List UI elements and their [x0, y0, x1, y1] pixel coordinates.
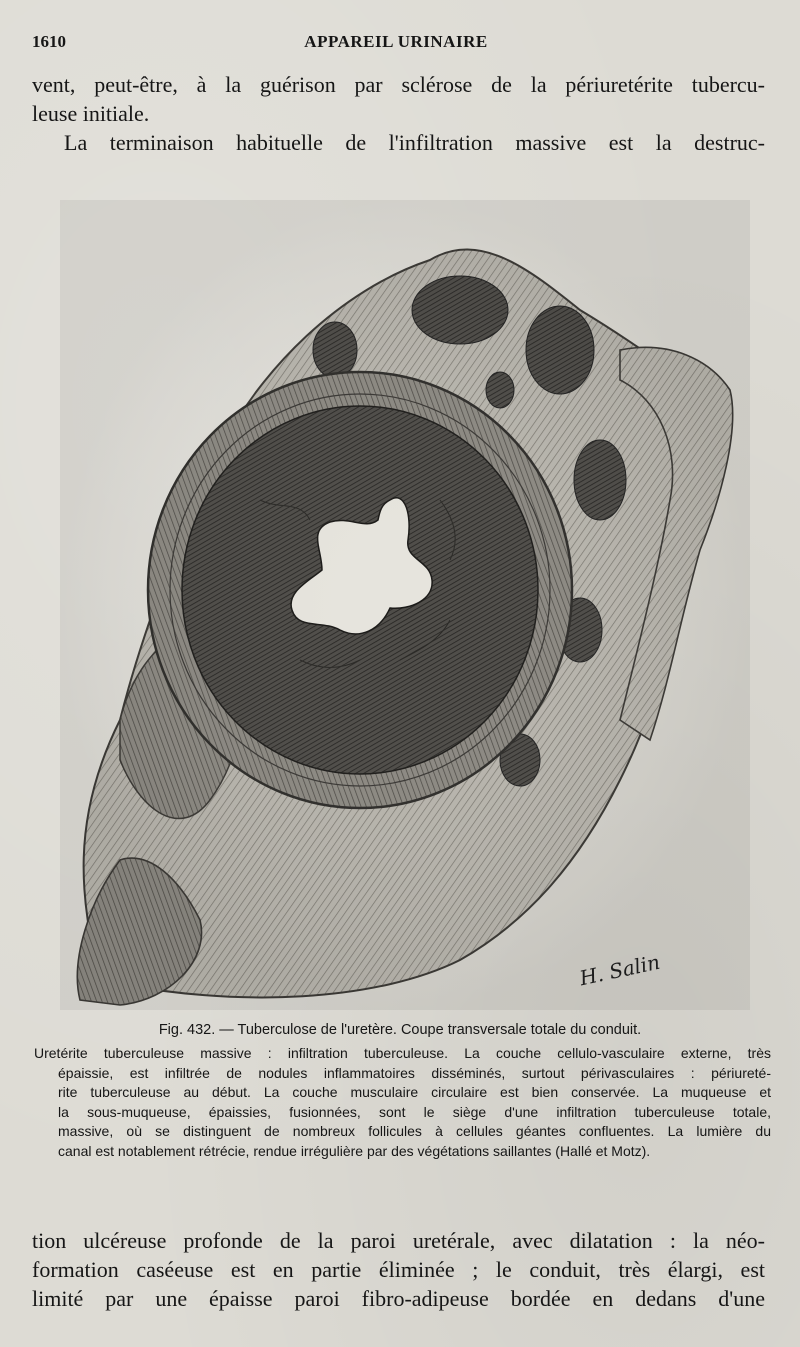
- paragraph-top: [32, 70, 765, 157]
- text-line: limité par une épaisse paroi fibro-adipeuse bordée en dedans d'une: [32, 1286, 765, 1311]
- figure-caption-body: [34, 1044, 771, 1161]
- text-line: La terminaison habituelle de l'infiltration massive est la destruc-: [64, 130, 765, 155]
- text-line: tion ulcéreuse profonde de la paroi uretérale, avec dilatation : la néo-: [32, 1228, 765, 1253]
- page-header: [32, 32, 760, 56]
- caption-line: massive, où se distinguent de nombreux follicules à cellules géantes confluentes. La lumière du: [58, 1123, 771, 1139]
- text-line: vent, peut-être, à la guérison par sclérose de la périuretérite tubercu-: [32, 72, 765, 97]
- caption-line: canal est notablement rétrécie, rendue irrégulière par des végétations saillantes (Hallé et Motz).: [58, 1142, 651, 1159]
- caption-line: Uretérite tuberculeuse massive : infiltration tuberculeuse. La couche cellulo-vasculaire externe, très: [34, 1045, 771, 1061]
- running-title: APPAREIL URINAIRE: [304, 32, 488, 51]
- caption-line: rite tuberculeuse au début. La couche musculaire circulaire est bien conservée. La muqueuse et: [58, 1084, 771, 1100]
- artist-signature: H. Salin: [576, 949, 662, 991]
- paragraph-bottom: [32, 1226, 765, 1313]
- text-line: leuse initiale.: [32, 101, 150, 126]
- figure-caption-title: Fig. 432. — Tuberculose de l'uretère. Coupe transversale totale du conduit.: [158, 1022, 642, 1038]
- histology-figure: [60, 200, 750, 1010]
- caption-line: la sous-muqueuse, épaissies, fusionnées, sont le siège d'une infiltration tuberculeuse totale,: [58, 1103, 771, 1120]
- ureter-cross-section-illustration: [60, 200, 750, 1010]
- text-line: formation caséeuse est en partie éliminée ; le conduit, très élargi, est: [32, 1257, 765, 1282]
- page-number: 1610: [32, 32, 66, 51]
- caption-line: épaissie, est infiltrée de nodules inflammatoires disséminés, surtout périvasculaires : périureté-: [58, 1064, 771, 1081]
